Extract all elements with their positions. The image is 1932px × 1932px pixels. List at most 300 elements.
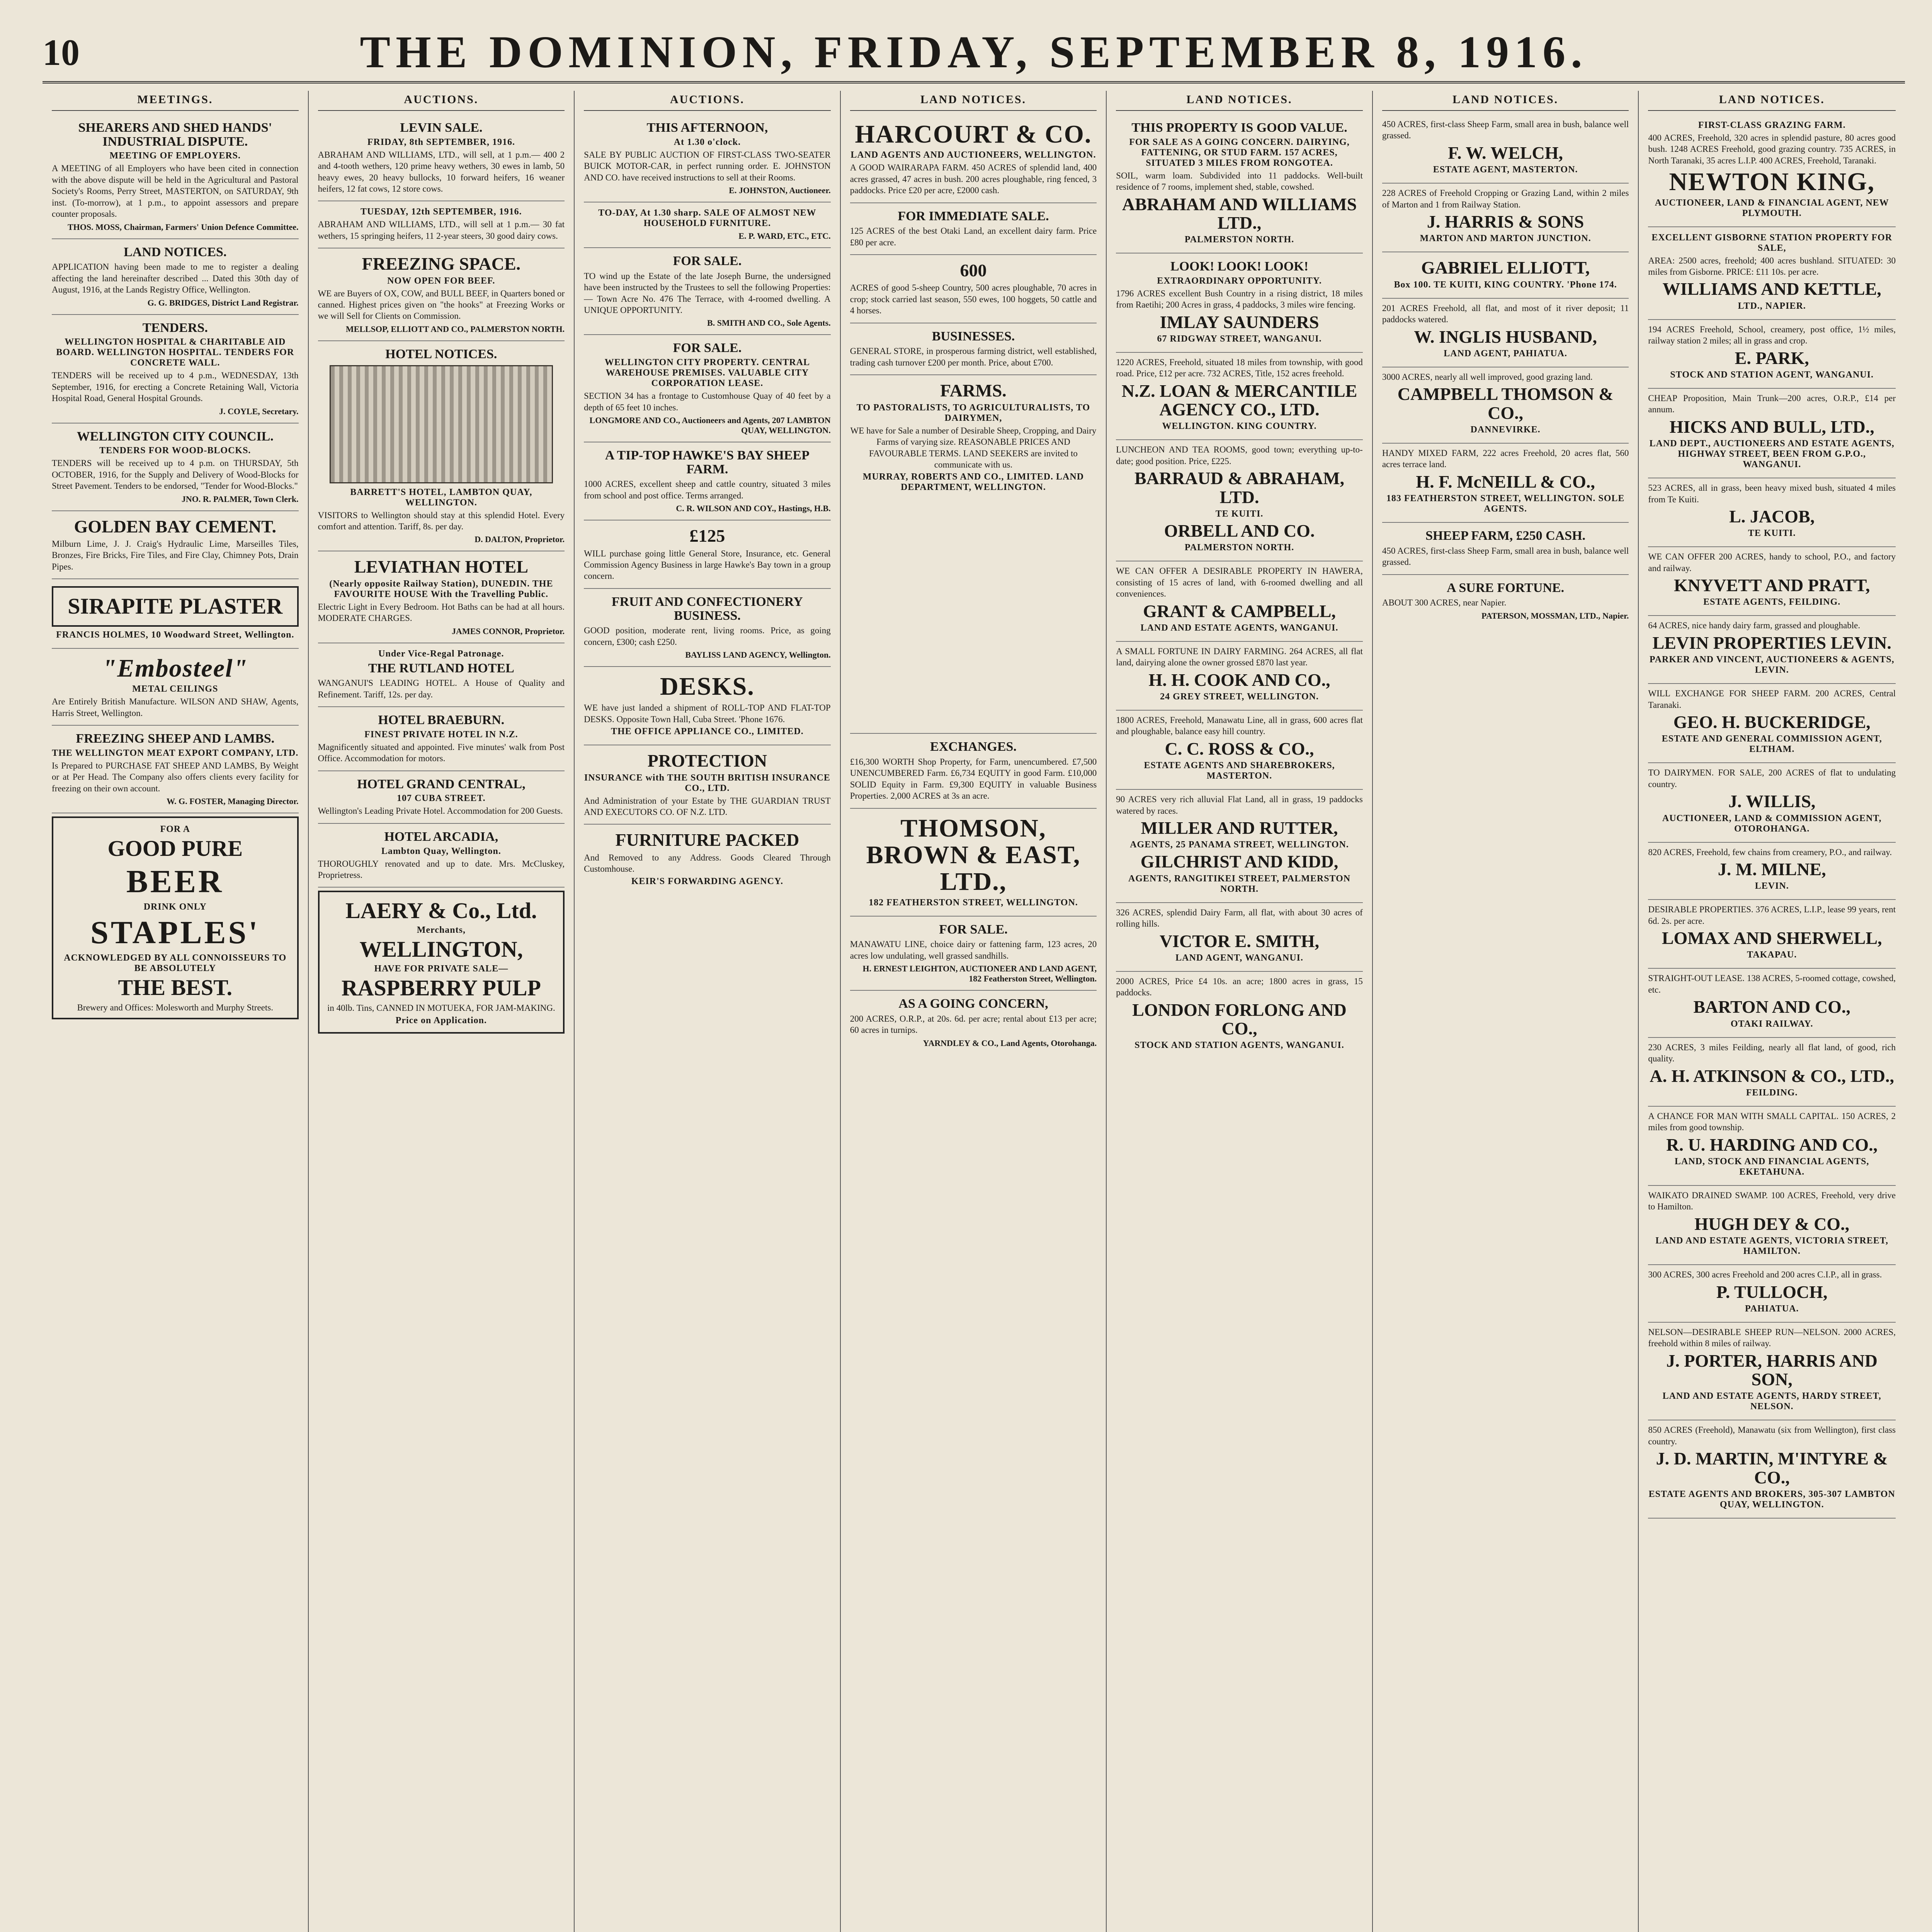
classified-ad — [850, 375, 1097, 734]
agent-address: LAND AND ESTATE AGENTS, WANGANUI. — [1140, 622, 1338, 633]
agent-name: BARTON AND CO., — [1693, 997, 1850, 1017]
ad-body: Is Prepared to PURCHASE FAT SHEEP AND LAMBS, By Weight or at Per Head. The Company also offers clients every facility for freezing on their own account. — [52, 760, 299, 793]
agent-address: AGENTS, RANGITIKEI STREET, PALMERSTON NORTH. — [1128, 873, 1351, 894]
ad-heading: GOLDEN BAY CEMENT. — [74, 516, 277, 536]
classified-ad — [1116, 642, 1363, 711]
column-7 — [1639, 91, 1905, 1932]
agent-address: 67 RIDGWAY STREET, WANGANUI. — [1157, 334, 1322, 344]
classified-ad — [584, 520, 831, 589]
classified-ad — [1648, 547, 1896, 616]
agent-name: GILCHRIST AND KIDD, — [1140, 852, 1338, 872]
ad-heading: THIS PROPERTY IS GOOD VALUE. — [1131, 121, 1347, 135]
agent-name: H. F. McNEILL & CO., — [1416, 471, 1595, 492]
ad-heading: DESKS. — [660, 672, 755, 701]
ad-subheading: TO PASTORALISTS, TO AGRICULTURALISTS, TO DAIRYMEN, — [856, 402, 1090, 423]
ad-heading: AS A GOING CONCERN, — [898, 997, 1048, 1011]
ad-body: WAIKATO DRAINED SWAMP. 100 ACRES, Freehold, very drive to Hamilton. — [1648, 1190, 1896, 1212]
agent-address: TE KUITI. — [1215, 509, 1264, 519]
ad-body: 450 ACRES, first-class Sheep Farm, small area in bush, balance well grassed. — [1382, 546, 1629, 567]
classified-ad — [52, 726, 299, 813]
ad-signature: BAYLISS LAND AGENCY, Wellington. — [685, 650, 831, 660]
beer-line-2: GOOD PURE — [107, 836, 243, 861]
column-6 — [1373, 91, 1639, 1932]
ad-body: A SMALL FORTUNE IN DAIRY FARMING. 264 ACRES, all flat land, dairying alone the owner grossed £870 last year. — [1116, 646, 1363, 668]
classified-ad — [52, 315, 299, 423]
ad-heading: FOR SALE. — [673, 254, 742, 268]
ad-heading: SHEARERS AND SHED HANDS' INDUSTRIAL DISPUTE. — [78, 121, 272, 149]
agent-address: ESTATE AGENTS AND SHAREBROKERS, MASTERTON. — [1144, 760, 1335, 781]
ad-body: ABRAHAM AND WILLIAMS, LTD., will sell at 1 p.m.— 30 fat wethers, 15 springing heifers, 11 2-year steers, 30 good dairy cows. — [318, 219, 565, 241]
classified-ad — [318, 643, 565, 707]
classified-ad — [1382, 252, 1629, 298]
classified-ad — [1116, 972, 1363, 1058]
ad-body: NELSON—DESIRABLE SHEEP RUN—NELSON. 2000 ACRES, freehold within 8 miles of railway. — [1648, 1327, 1896, 1349]
ad-subheading: WELLINGTON HOSPITAL & CHARITABLE AID BOARD. WELLINGTON HOSPITAL. TENDERS FOR CONCRETE WALL. — [56, 337, 294, 368]
classified-ad — [1648, 843, 1896, 900]
classified-ad — [318, 551, 565, 643]
classified-ad — [1648, 969, 1896, 1037]
ad-heading: TENDERS. — [142, 320, 208, 335]
classified-ad — [1382, 184, 1629, 252]
classified-ad — [1382, 444, 1629, 523]
agent-address: LAND AGENT, WANGANUI. — [1175, 952, 1303, 963]
agent-address: LTD., NAPIER. — [1738, 301, 1806, 311]
ad-body: £16,300 WORTH Shop Property, for Farm, unencumbered. £7,500 UNENCUMBERED Farm. £6,734 EQUITY in good Farm. £10,000 SOLID Equity in Farm. £9,300 EQUITY in valuable Business Properties. 2,000 ACRES at 3s an acre. — [850, 757, 1097, 801]
classified-ad — [1648, 389, 1896, 478]
agent-address: PAHIATUA. — [1745, 1303, 1799, 1314]
ad-body: 125 ACRES of the best Otaki Land, an excellent dairy farm. Price £80 per acre. — [850, 226, 1097, 247]
laery-ad — [318, 891, 565, 1033]
ad-signature: H. ERNEST LEIGHTON, AUCTIONEER AND LAND AGENT, 182 Featherston Street, Wellington. — [862, 964, 1097, 984]
agent-address: LAND DEPT., AUCTIONEERS AND ESTATE AGENTS, HIGHWAY STREET, BEEN FROM G.P.O., WANGANUI. — [1649, 439, 1895, 470]
ad-signature: PATERSON, MOSSMAN, LTD., Napier. — [1481, 611, 1629, 621]
agent-name: CAMPBELL THOMSON & CO., — [1397, 384, 1614, 423]
ad-body: 1796 ACRES excellent Bush Country in a rising district, 18 miles from Raetihi; 200 Acres in grass, 4 paddocks, 3 miles wire fencing. — [1116, 288, 1363, 310]
agent-name: HICKS AND BULL, LTD., — [1669, 417, 1874, 437]
ad-body: 228 ACRES of Freehold Cropping or Grazing Land, within 2 miles of Marton and 1 from Railway Station. — [1382, 188, 1629, 209]
page-columns — [43, 91, 1905, 1932]
agent-address: AUCTIONEER, LAND & COMMISSION AGENT, OTOROHANGA. — [1662, 813, 1882, 834]
ad-heading: THOMSON, BROWN & EAST, LTD., — [866, 814, 1081, 896]
agent-name: A. H. ATKINSON & CO., LTD., — [1650, 1066, 1895, 1086]
classified-ad — [52, 115, 299, 239]
ad-body: Are Entirely British Manufacture. WILSON AND SHAW, Agents, Harris Street, Wellington. — [52, 697, 299, 718]
ad-body: 523 ACRES, all in grass, been heavy mixed bush, situated 4 miles from Te Kuiti. — [1648, 483, 1896, 504]
ad-body: 90 ACRES very rich alluvial Flat Land, all in grass, 19 paddocks watered by races. — [1116, 794, 1363, 816]
classified-ad — [1648, 227, 1896, 320]
classified-ad — [1648, 616, 1896, 684]
ad-heading: HARCOURT & CO. — [855, 120, 1092, 148]
beer-line-7: THE BEST. — [118, 975, 233, 1000]
classified-ad — [850, 734, 1097, 808]
ad-heading: FARMS. — [940, 381, 1007, 401]
classified-ad — [52, 239, 299, 315]
ad-signature: D. DALTON, Proprietor. — [474, 534, 565, 544]
agent-address: ESTATE AGENTS, FEILDING. — [1703, 597, 1841, 607]
column-3 — [575, 91, 841, 1932]
agent-address: ESTATE AGENT, MASTERTON. — [1433, 165, 1578, 175]
agent-name: J. WILLIS, — [1728, 791, 1816, 811]
ad-subheading: FRANCIS HOLMES, 10 Woodward Street, Wellington. — [56, 630, 294, 640]
ad-signature: W. G. FOSTER, Managing Director. — [167, 796, 299, 806]
ad-subheading: METAL CEILINGS — [132, 684, 218, 694]
ad-body: 300 ACRES, 300 acres Freehold and 200 acres C.I.P., all in grass. — [1648, 1270, 1882, 1280]
ad-heading: LOOK! LOOK! LOOK! — [1170, 259, 1309, 274]
classified-ad — [52, 423, 299, 511]
classified-ad — [584, 202, 831, 248]
column-heading: LAND NOTICES. — [1382, 91, 1629, 111]
agent-address: OTAKI RAILWAY. — [1730, 1019, 1813, 1029]
ad-body: A CHANCE FOR MAN WITH SMALL CAPITAL. 150 ACRES, 2 miles from good township. — [1648, 1111, 1896, 1133]
ad-subheading: 107 CUBA STREET. — [397, 793, 486, 804]
agent-name: J. M. MILNE, — [1718, 859, 1826, 879]
classified-ad — [1116, 115, 1363, 253]
column-heading: AUCTIONS. — [584, 91, 831, 111]
agent-address: TE KUITI. — [1748, 528, 1796, 539]
ad-heading: FURNITURE PACKED — [615, 830, 799, 850]
classified-ad — [584, 248, 831, 335]
ad-body: ABOUT 300 ACRES, near Napier. — [1382, 598, 1507, 608]
classified-ad — [1648, 900, 1896, 969]
ad-heading: "Embosteel" — [102, 654, 248, 683]
agent-address: LAND AND ESTATE AGENTS, VICTORIA STREET, HAMILTON. — [1655, 1236, 1889, 1257]
agent-name: R. U. HARDING AND CO., — [1666, 1134, 1878, 1155]
ad-body: 450 ACRES, first-class Sheep Farm, small area in bush, balance well grassed. — [1382, 119, 1629, 141]
ad-body: Electric Light in Every Bedroom. Hot Baths can be had at all hours. MODERATE CHARGES. — [318, 602, 565, 623]
agent-name: H. H. COOK AND CO., — [1148, 670, 1330, 690]
ad-body: 2000 ACRES, Price £4 10s. an acre; 1800 acres in grass, 15 paddocks. — [1116, 976, 1363, 998]
ad-body: 64 ACRES, nice handy dairy farm, grassed and ploughable. — [1648, 621, 1861, 631]
ad-heading: LAND NOTICES. — [124, 245, 227, 259]
ad-heading: FOR SALE. — [673, 341, 742, 355]
ad-heading: BUSINESSES. — [932, 329, 1015, 344]
column-heading: LAND NOTICES. — [1648, 91, 1896, 111]
ad-body: 820 ACRES, Freehold, few chains from creamery, P.O., and railway. — [1648, 847, 1892, 857]
ad-signature: THOS. MOSS, Chairman, Farmers' Union Defence Committee. — [67, 222, 299, 232]
agent-address: PARKER AND VINCENT, AUCTIONEERS & AGENTS, LEVIN. — [1649, 655, 1895, 675]
classified-ad — [584, 589, 831, 667]
agent-name: GEO. H. BUCKERIDGE, — [1673, 712, 1871, 732]
agent-name: KNYVETT AND PRATT, — [1674, 575, 1870, 595]
classified-ad — [1116, 561, 1363, 642]
ad-body: WILL EXCHANGE FOR SHEEP FARM. 200 ACRES, Central Taranaki. — [1648, 689, 1896, 710]
ad-body: 1800 ACRES, Freehold, Manawatu Line, all in grass, 600 acres flat and ploughable, balance easy hill country. — [1116, 715, 1363, 736]
ad-body: Milburn Lime, J. J. Craig's Hydraulic Lime, Marseilles Tiles, Bronzes, Fire Bricks, Fire Tiles, and Fire Clay, Chimney Pots, Drain Pipes. — [52, 539, 299, 571]
classified-ad — [318, 115, 565, 201]
beer-line-4: DRINK ONLY — [143, 902, 207, 912]
column-2 — [309, 91, 575, 1932]
ad-subheading: WELLINGTON CITY PROPERTY. CENTRAL WAREHOUSE PREMISES. VALUABLE CITY CORPORATION LEASE. — [604, 357, 810, 389]
ad-body: STRAIGHT-OUT LEASE. 138 ACRES, 5-roomed cottage, cowshed, etc. — [1648, 973, 1896, 995]
ad-heading: FOR IMMEDIATE SALE. — [898, 209, 1049, 223]
column-5 — [1107, 91, 1373, 1932]
agent-name: J. HARRIS & SONS — [1427, 212, 1584, 232]
ad-heading: A SURE FORTUNE. — [1447, 580, 1565, 595]
agent-name: C. C. ROSS & CO., — [1165, 738, 1314, 759]
ad-subheading: TUESDAY, 12th SEPTEMBER, 1916. — [361, 207, 522, 217]
ad-body: HANDY MIXED FARM, 222 acres Freehold, 20 acres flat, 560 acres terrace land. — [1382, 448, 1629, 469]
ad-body: 230 ACRES, 3 miles Feilding, nearly all flat land, of good, rich quality. — [1648, 1042, 1896, 1064]
ad-signature: JNO. R. PALMER, Town Clerk. — [181, 494, 299, 504]
classified-ad — [1116, 353, 1363, 440]
ad-heading: HOTEL BRAEBURN. — [378, 713, 505, 728]
ad-signature: JAMES CONNOR, Proprietor. — [452, 626, 565, 636]
agent-address: ESTATE AGENTS AND BROKERS, 305-307 LAMBTON QUAY, WELLINGTON. — [1648, 1489, 1895, 1510]
classified-ad — [1648, 763, 1896, 842]
agent-name: MILLER AND RUTTER, — [1141, 818, 1338, 838]
ad-subheading: THE WELLINGTON MEAT EXPORT COMPANY, LTD. — [52, 748, 299, 758]
agent-address: PALMERSTON NORTH. — [1184, 543, 1294, 553]
agent-name: LONDON FORLONG AND CO., — [1132, 1000, 1347, 1039]
agent-name: GRANT & CAMPBELL, — [1143, 601, 1336, 621]
laery-product: RASPBERRY PULP — [341, 975, 541, 1001]
classified-ad — [584, 442, 831, 520]
ad-heading: HOTEL NOTICES. — [385, 347, 497, 361]
classified-ad — [850, 203, 1097, 255]
ad-body: TO DAIRYMEN. FOR SALE, 200 ACRES of flat to undulating country. — [1648, 768, 1896, 789]
classified-ad — [52, 511, 299, 580]
ad-body: ACRES of good 5-sheep Country, 500 acres ploughable, 70 acres in crop; stock carried last season, 550 ewes, 100 hoggets, 50 cattle and 4 horses. — [850, 283, 1097, 316]
agent-address: 183 FEATHERSTON STREET, WELLINGTON. SOLE AGENTS. — [1386, 493, 1625, 514]
ad-heading: FREEZING SPACE. — [362, 254, 521, 274]
agent-name: ABRAHAM AND WILLIAMS LTD., — [1122, 194, 1357, 233]
laery-city: WELLINGTON, — [359, 937, 523, 962]
ad-subheading: 182 FEATHERSTON STREET, WELLINGTON. — [869, 897, 1078, 908]
beer-line-8: Brewery and Offices: Molesworth and Murphy Streets. — [77, 1003, 273, 1013]
classified-ad — [584, 115, 831, 202]
agent-address: MARTON AND MARTON JUNCTION. — [1420, 233, 1591, 244]
classified-ad — [318, 707, 565, 771]
laery-detail: in 40lb. Tins, CANNED IN MOTUEKA, FOR JAM-MAKING. — [327, 1003, 555, 1013]
agent-address: STOCK AND STATION AGENTS, WANGANUI. — [1134, 1040, 1344, 1051]
ad-heading: HOTEL GRAND CENTRAL, — [357, 777, 526, 791]
ad-body: Wellington's Leading Private Hotel. Accommodation for 200 Guests. — [318, 806, 563, 816]
agent-address: DANNEVIRKE. — [1470, 424, 1541, 435]
classified-ad — [1648, 684, 1896, 763]
column-heading: AUCTIONS. — [318, 91, 565, 111]
agent-name: GABRIEL ELLIOTT, — [1421, 258, 1590, 278]
classified-ad — [850, 809, 1097, 917]
agent-name: IMLAY SAUNDERS — [1160, 312, 1319, 332]
sirapite-box — [52, 586, 299, 627]
ad-body: SECTION 34 has a frontage to Customhouse Quay of 40 feet by a depth of 65 feet 10 inches. — [584, 391, 831, 412]
classified-ad — [318, 771, 565, 824]
ad-subheading: TENDERS FOR WOOD-BLOCKS. — [99, 446, 251, 456]
ad-body: WILL purchase going little General Store, Insurance, etc. General Commission Agency Business in large Hawke's Bay town in a group concern. — [584, 548, 831, 581]
ad-body: TENDERS will be received up to 4 p.m., WEDNESDAY, 13th September, 1916, for erecting a Concrete Retaining Wall, Victoria Hospital Road, General Hospital Grounds. — [52, 371, 299, 403]
agent-address: WELLINGTON. KING COUNTRY. — [1162, 421, 1317, 432]
column-4 — [841, 91, 1107, 1932]
classified-ad — [318, 341, 565, 552]
agent-name: BARRAUD & ABRAHAM, LTD. — [1134, 468, 1345, 507]
ad-body: GOOD position, moderate rent, living rooms. Price, as going concern, £300; cash £250. — [584, 626, 831, 647]
ad-body: And Removed to any Address. Goods Cleared Through Customhouse. — [584, 852, 831, 874]
ad-subheading: KEIR'S FORWARDING AGENCY. — [631, 876, 784, 886]
classified-ad — [850, 115, 1097, 203]
classified-ad — [850, 991, 1097, 1054]
ad-heading: THE RUTLAND HOTEL — [368, 661, 514, 675]
ad-heading: PROTECTION — [647, 751, 767, 771]
laery-offer: HAVE FOR PRIVATE SALE— — [374, 964, 509, 974]
ad-body: 326 ACRES, splendid Dairy Farm, all flat, with about 30 acres of rolling hills. — [1116, 907, 1363, 929]
ad-subheading: Lambton Quay, Wellington. — [381, 846, 501, 856]
ad-body: GENERAL STORE, in prosperous farming district, well established, trading cash turnover £200 per month. Price, about £700. — [850, 346, 1097, 367]
classified-ad — [1116, 790, 1363, 903]
ad-body: WE have just landed a shipment of ROLL-TOP AND FLAT-TOP DESKS. Opposite Town Hall, Cuba Street. 'Phone 1676. — [584, 703, 831, 724]
staples-beer-ad — [52, 816, 299, 1019]
agent-address: LAND, STOCK AND FINANCIAL AGENTS, EKETAHUNA. — [1675, 1156, 1869, 1177]
classified-ad — [318, 248, 565, 341]
ad-body: A GOOD WAIRARAPA FARM. 450 ACRES of splendid land, 400 acres grassed, 47 acres in bush. 200 acres ploughable, ring fenced, 3 paddocks. Price £20 per acre, £2000 cash. — [850, 163, 1097, 196]
agent-name: L. JACOB, — [1729, 507, 1815, 526]
classified-ad — [1648, 320, 1896, 389]
classified-ad — [584, 335, 831, 442]
ad-body: CHEAP Proposition, Main Trunk—200 acres, O.R.P., £14 per annum. — [1648, 393, 1896, 415]
ad-body: WE CAN OFFER 200 ACRES, handy to school, P.O., and factory and railway. — [1648, 552, 1896, 573]
classified-ad — [1116, 903, 1363, 972]
column-heading: LAND NOTICES. — [1116, 91, 1363, 111]
ad-body: THOROUGHLY renovated and up to date. Mrs. McCluskey, Proprietress. — [318, 859, 565, 880]
agent-name: WILLIAMS AND KETTLE, — [1662, 279, 1881, 299]
agent-name: NEWTON KING, — [1669, 168, 1875, 196]
ad-subheading: THE OFFICE APPLIANCE CO., LIMITED. — [611, 726, 804, 737]
classified-ad — [850, 917, 1097, 991]
laery-name: LAERY & Co., Ltd. — [345, 898, 537, 923]
beer-line-5: STAPLES' — [90, 915, 260, 951]
ad-subheading: LAND AGENTS AND AUCTIONEERS, WELLINGTON. — [850, 150, 1096, 160]
agent-name: VICTOR E. SMITH, — [1159, 931, 1320, 951]
ad-body: 850 ACRES (Freehold), Manawatu (six from Wellington), first class country. — [1648, 1425, 1896, 1446]
masthead — [43, 23, 1905, 83]
agent-name: ORBELL AND CO. — [1164, 520, 1315, 541]
classified-ad — [1648, 1038, 1896, 1107]
ad-body: MANAWATU LINE, choice dairy or fattening farm, 123 acres, 20 acres low undulating, well grassed sandhills. — [850, 939, 1097, 961]
ad-heading: A TIP-TOP HAWKE'S BAY SHEEP FARM. — [605, 448, 810, 476]
ad-signature: J. COYLE, Secretary. — [219, 406, 299, 416]
ad-subheading: INSURANCE with THE SOUTH BRITISH INSURANCE CO., LTD. — [584, 772, 830, 793]
agent-address: LEVIN. — [1755, 881, 1789, 891]
classified-ad — [52, 579, 299, 649]
ad-signature: C. R. WILSON AND COY., Hastings, H.B. — [676, 503, 831, 514]
agent-address: LAND AND ESTATE AGENTS, HARDY STREET, NELSON. — [1662, 1391, 1881, 1412]
agent-name: W. INGLIS HUSBAND, — [1414, 327, 1597, 347]
classified-ad — [584, 745, 831, 825]
ad-signature: E. JOHNSTON, Auctioneer. — [729, 185, 831, 195]
ad-heading: 600 — [960, 260, 987, 281]
classified-ad — [1382, 523, 1629, 575]
ad-body: 201 ACRES Freehold, all flat, and most of it river deposit; 11 paddocks watered. — [1382, 303, 1629, 325]
ad-signature: YARNDLEY & CO., Land Agents, Otorohanga. — [923, 1038, 1097, 1048]
ad-heading: LEVIN SALE. — [400, 121, 483, 135]
ad-body: AREA: 2500 acres, freehold; 400 acres bushland. SITUATED: 30 miles from Gisborne. PRICE: £11 10s. per acre. — [1648, 255, 1896, 277]
ad-subheading: NOW OPEN FOR BEEF. — [387, 276, 495, 286]
ad-body: 194 ACRES Freehold, School, creamery, post office, 1½ miles, railway station 2 miles; all in grass and crop. — [1648, 324, 1896, 346]
laery-price: Price on Application. — [395, 1015, 487, 1026]
column-heading: MEETINGS. — [52, 91, 299, 111]
agent-address: AGENTS, 25 PANAMA STREET, WELLINGTON. — [1130, 840, 1349, 850]
ad-subheading: MEETING OF EMPLOYERS. — [109, 151, 241, 161]
ad-body: VISITORS to Wellington should stay at this splendid Hotel. Every comfort and attention. Tariff, 8s. per day. — [318, 510, 565, 532]
ad-heading: EXCHANGES. — [930, 740, 1017, 754]
ad-subheading: EXCELLENT GISBORNE STATION PROPERTY FOR SALE, — [1651, 232, 1893, 253]
beer-line-1: FOR A — [160, 824, 190, 835]
ad-heading: HOTEL ARCADIA, — [384, 829, 498, 844]
agent-address: STOCK AND STATION AGENT, WANGANUI. — [1670, 369, 1874, 380]
ad-subheading: TO-DAY, At 1.30 sharp. SALE OF ALMOST NEW HOUSEHOLD FURNITURE. — [598, 208, 816, 228]
ad-subheading: FINEST PRIVATE HOTEL IN N.Z. — [364, 729, 518, 740]
ad-body: 1220 ACRES, Freehold, situated 18 miles from township, with good road. Price, £12 per acre. 732 ACRES, Title, 152 acres freehold. — [1116, 357, 1363, 379]
ad-heading: FOR SALE. — [939, 922, 1008, 937]
page-number: 10 — [43, 31, 80, 73]
classified-ad — [1648, 1323, 1896, 1420]
agent-name: P. TULLOCH, — [1716, 1282, 1828, 1302]
agent-address: 24 GREY STREET, WELLINGTON. — [1160, 692, 1319, 702]
ad-signature: E. P. WARD, ETC., ETC. — [738, 231, 831, 241]
ad-subheading: (Nearly opposite Railway Station), DUNEDIN. THE FAVOURITE HOUSE With the Travelling Public. — [329, 578, 553, 599]
classified-ad — [1116, 440, 1363, 561]
classified-ad — [1648, 115, 1896, 227]
ad-body: ABRAHAM AND WILLIAMS, LTD., will sell, at 1 p.m.— 400 2 and 4-tooth wethers, 120 prime heavy wethers, 30 ewes in lamb, 50 heavy ewes, 20 heavy bullocks, 10 forward heifers, 16 weaner heifers, 12 fat cows, 12 store cows. — [318, 150, 565, 194]
ad-body: 400 ACRES, Freehold, 320 acres in splendid pasture, 80 acres good bush. 1248 ACRES Freehold, good grazing country. 735 ACRES, in North Taranaki, 35 acres L.I.P. 400 ACRES, Freehold, Taranaki. — [1648, 133, 1896, 165]
agent-address: TAKAPAU. — [1747, 950, 1797, 960]
ad-heading: THIS AFTERNOON, — [646, 121, 768, 135]
ad-body: Magnificently situated and appointed. Five minutes' walk from Post Office. Accommodation for motors. — [318, 742, 565, 764]
ad-subheading: Under Vice-Regal Patronage. — [378, 648, 504, 659]
beer-line-6: ACKNOWLEDGED BY ALL CONNOISSEURS TO BE ABSOLUTELY — [64, 953, 287, 974]
agent-address: Box 100. TE KUITI, KING COUNTRY. 'Phone 174. — [1394, 279, 1617, 290]
column-1 — [43, 91, 309, 1932]
classified-ad — [584, 667, 831, 745]
agent-address: AUCTIONEER, LAND & FINANCIAL AGENT, NEW PLYMOUTH. — [1655, 197, 1889, 218]
ad-subheading: FIRST-CLASS GRAZING FARM. — [1698, 120, 1846, 130]
agent-address: FEILDING. — [1746, 1087, 1798, 1098]
ad-body: 200 ACRES, O.R.P., at 20s. 6d. per acre; rental about £13 per acre; 60 acres in turnips. — [850, 1014, 1097, 1035]
ad-heading: LEVIATHAN HOTEL — [354, 557, 528, 577]
ad-heading: WELLINGTON CITY COUNCIL. — [77, 429, 274, 444]
ad-signature: LONGMORE AND CO., Auctioneers and Agents, 207 LAMBTON QUAY, WELLINGTON. — [589, 415, 831, 435]
ad-heading: £125 — [689, 526, 725, 546]
classified-ad — [1116, 711, 1363, 790]
agent-name: F. W. WELCH, — [1448, 143, 1563, 163]
ad-body: WE have for Sale a number of Desirable Sheep, Cropping, and Dairy Farms of varying size. REASONABLE PRICES AND FAVOURABLE TERMS. LAND SEEKERS are invited to communicate with us. — [850, 425, 1097, 469]
ad-body: TENDERS will be received up to 4 p.m. on THURSDAY, 5th OCTOBER, 1916, for the Supply and Delivery of Wood-Blocks for Street Pavement. Tenders to be endorsed, "Tender for Wood-Blocks." — [52, 458, 299, 491]
ad-body: 3000 ACRES, nearly all well improved, good grazing land. — [1382, 372, 1593, 382]
agent-name: E. PARK, — [1735, 348, 1809, 368]
ad-heading: FREEZING SHEEP AND LAMBS. — [76, 731, 275, 746]
beer-line-3: BEER — [126, 864, 224, 900]
ad-signature: B. SMITH AND CO., Sole Agents. — [707, 318, 831, 328]
ad-body: TO wind up the Estate of the late Joseph Burne, the undersigned have been instructed by the Trustees to sell the following Properties:— Town Acre No. 476 The Terrace, with 4-roomed dwelling. A UNIQUE OPPORTUNITY. — [584, 271, 831, 315]
agent-address: PALMERSTON NORTH. — [1184, 235, 1294, 245]
classified-ad — [1648, 478, 1896, 547]
classified-ad — [318, 824, 565, 888]
ad-heading: SHEEP FARM, £250 CASH. — [1425, 529, 1586, 543]
ad-subheading: At 1.30 o'clock. — [673, 137, 741, 147]
classified-ad — [584, 825, 831, 894]
classified-ad — [1648, 1186, 1896, 1265]
classified-ad — [1648, 1265, 1896, 1323]
classified-ad — [850, 323, 1097, 376]
agent-name: J. PORTER, HARRIS AND SON, — [1666, 1350, 1878, 1389]
classified-ad — [52, 649, 299, 726]
agent-address: LAND AGENT, PAHIATUA. — [1444, 348, 1567, 359]
ad-signature: G. G. BRIDGES, District Land Registrar. — [147, 298, 299, 308]
ad-body: And Administration of your Estate by THE GUARDIAN TRUST AND EXECUTORS CO. OF N.Z. LTD. — [584, 796, 831, 817]
ad-body: WANGANUI'S LEADING HOTEL. A House of Quality and Refinement. Tariff, 12s. per day. — [318, 678, 565, 699]
ad-subheading: FOR SALE AS A GOING CONCERN. DAIRYING, FATTENING, OR STUD FARM. 157 ACRES, SITUATED 3 MILES FROM RONGOTEA. — [1129, 137, 1350, 168]
newspaper-title: THE DOMINION, FRIDAY, SEPTEMBER 8, 1916. — [360, 27, 1588, 77]
hotel-illustration — [330, 365, 553, 483]
